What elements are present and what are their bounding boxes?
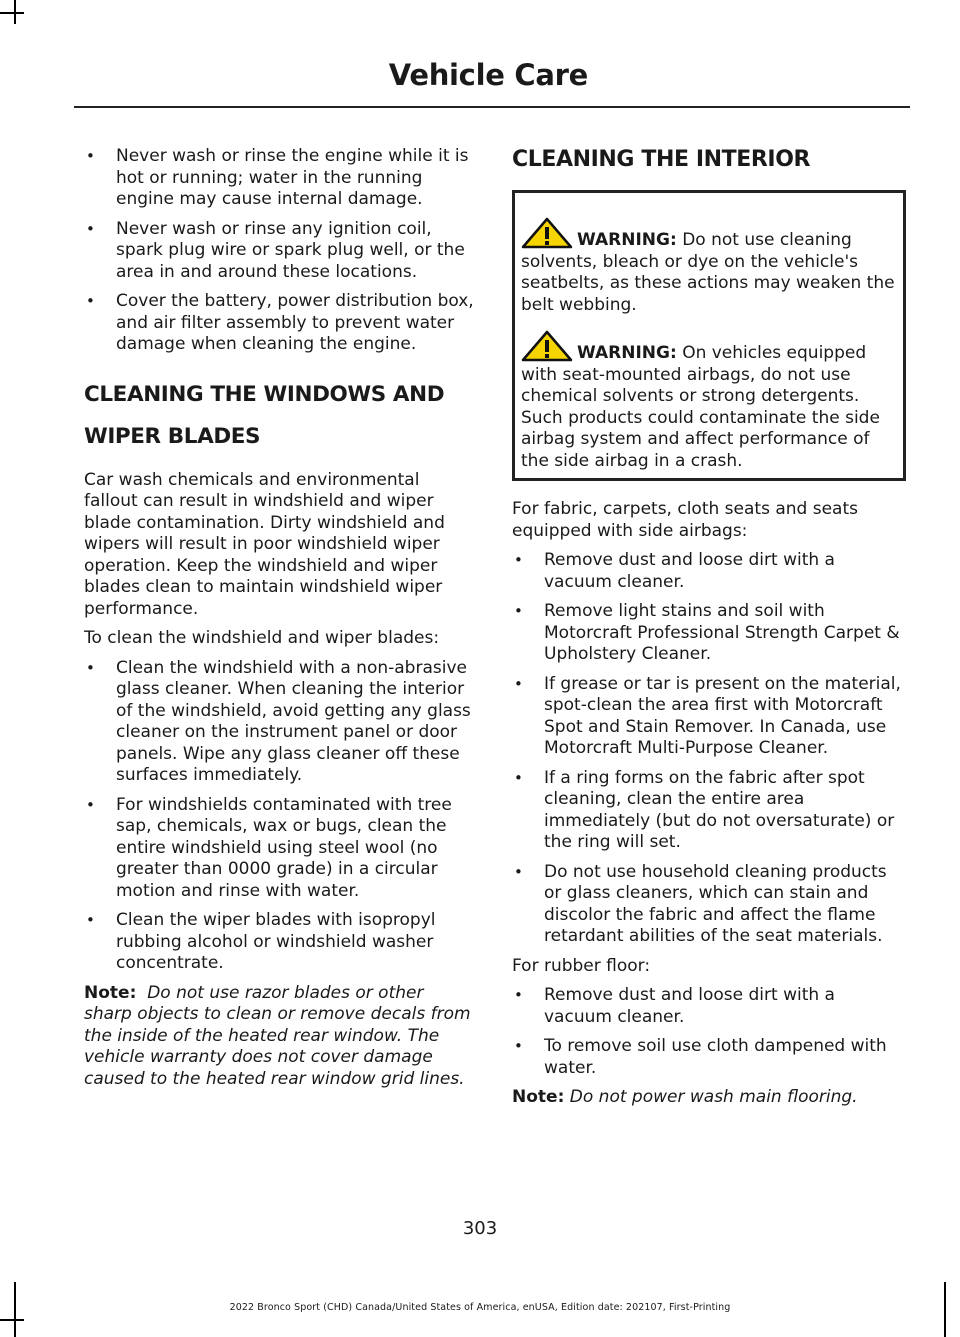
warning-box: [512, 190, 906, 481]
list-item: • Remove dust and loose dirt with a vacuum cleaner.: [514, 550, 835, 592]
header-divider: [74, 106, 910, 108]
section-heading-interior: CLEANING THE INTERIOR: [512, 147, 811, 172]
rubber-lead: For rubber floor:: [512, 955, 651, 976]
page-number: 303: [462, 1218, 498, 1239]
bullet-icon: •: [514, 1037, 523, 1055]
warning-triangle-icon: [521, 217, 573, 249]
bullet-icon: •: [86, 219, 95, 238]
list-item: • Do not use household cleaning products or glass cleaners, which can stain and discolor the fabric and affect the flame retardant abilities of the seat materials.: [514, 861, 887, 946]
bullet-icon: •: [86, 292, 95, 310]
list-item: • Never wash or rinse the engine while it is hot or running; water in the running engine may cause internal damage.: [86, 146, 469, 209]
list-item: • Remove light stains and soil with Motorcraft Professional Strength Carpet & Upholstery Cleaner.: [514, 601, 900, 664]
fabric-list: [512, 550, 906, 948]
footer-edition-info: 2022 Bronco Sport (CHD) Canada/United States of America, enUSA, Edition date: 202107, First-Printing: [229, 1302, 731, 1313]
bullet-icon: •: [86, 658, 95, 677]
page-header-title: Vehicle Care: [388, 58, 588, 92]
bullet-icon: •: [514, 602, 523, 620]
bullet-icon: •: [514, 674, 523, 693]
right-column: [512, 146, 906, 1109]
list-item: • If a ring forms on the fabric after spot cleaning, clean the entire area immediately (but do not oversaturate) or the ring will set.: [514, 767, 895, 852]
bullet-icon: •: [86, 147, 95, 165]
bullet-icon: •: [514, 551, 523, 569]
warning-triangle-icon: [521, 330, 573, 362]
left-column: [84, 146, 474, 1090]
bullet-icon: •: [514, 862, 523, 881]
windows-intro: Car wash chemicals and environmental fallout can result in windshield and wiper blade contamination. Dirty windshield and wipers will result in poor windshield wiper operation. Keep the windshield and wiper blades clean to maintain windshield wiper performance.: [84, 469, 445, 619]
list-item: • For windshields contaminated with tree sap, chemicals, wax or bugs, clean the entire windshield using steel wool (no greater than 0000 grade) in a circular motion and rinse with water.: [86, 794, 452, 901]
windows-note: Note: Do not use razor blades or other sharp objects to clean or remove decals from the inside of the heated rear window. The vehicle warranty does not cover damage caused to the heated rear window grid lines.: [84, 982, 471, 1089]
interior-note: Note: Do not power wash main flooring.: [512, 1087, 858, 1107]
rubber-list: [512, 985, 906, 1079]
warning-seatbelts: WARNING: Do not use cleaning solvents, bleach or dye on the vehicle's seatbelts, as these actions may weaken the belt webbing.: [521, 217, 897, 316]
fabric-lead: For fabric, carpets, cloth seats and seats equipped with side airbags:: [512, 499, 858, 541]
list-item: • If grease or tar is present on the material, spot-clean the area first with Motorcraft Spot and Stain Remover. In Canada, use Motorcraft Multi-Purpose Cleaner.: [514, 673, 901, 758]
crop-mark: [0, 12, 24, 14]
list-item: • Remove dust and loose dirt with a vacuum cleaner.: [514, 985, 835, 1027]
list-item: • To remove soil use cloth dampened with water.: [514, 1036, 887, 1078]
engine-wash-list: [84, 146, 474, 356]
list-item: • Clean the wiper blades with isopropyl rubbing alcohol or windshield washer concentrate.: [86, 910, 436, 973]
bullet-icon: •: [86, 795, 95, 814]
list-item: • Cover the battery, power distribution box, and air filter assembly to prevent water damage when cleaning the engine.: [86, 291, 474, 354]
bullet-icon: •: [514, 768, 523, 787]
list-item: • Clean the windshield with a non-abrasive glass cleaner. When cleaning the interior of the windshield, avoid getting any glass cleaner on the instrument panel or door panels. Wipe any glass cleaner off these surfaces immediately.: [86, 657, 471, 785]
section-heading-windows: CLEANING THE WINDOWS AND WIPER BLADES: [84, 381, 445, 449]
windshield-list: [84, 658, 474, 975]
list-item: • Never wash or rinse any ignition coil, spark plug wire or spark plug well, or the area in and around these locations.: [86, 218, 465, 282]
bullet-icon: •: [86, 911, 95, 929]
windows-lead: To clean the windshield and wiper blades:: [84, 628, 440, 648]
bullet-icon: •: [514, 986, 523, 1004]
warning-airbags: WARNING: On vehicles equipped with seat-mounted airbags, do not use chemical solvents or strong detergents. Such products could contaminate the side airbag system and affect performance of the side airbag in a crash.: [521, 330, 897, 472]
crop-mark: [0, 1319, 24, 1321]
